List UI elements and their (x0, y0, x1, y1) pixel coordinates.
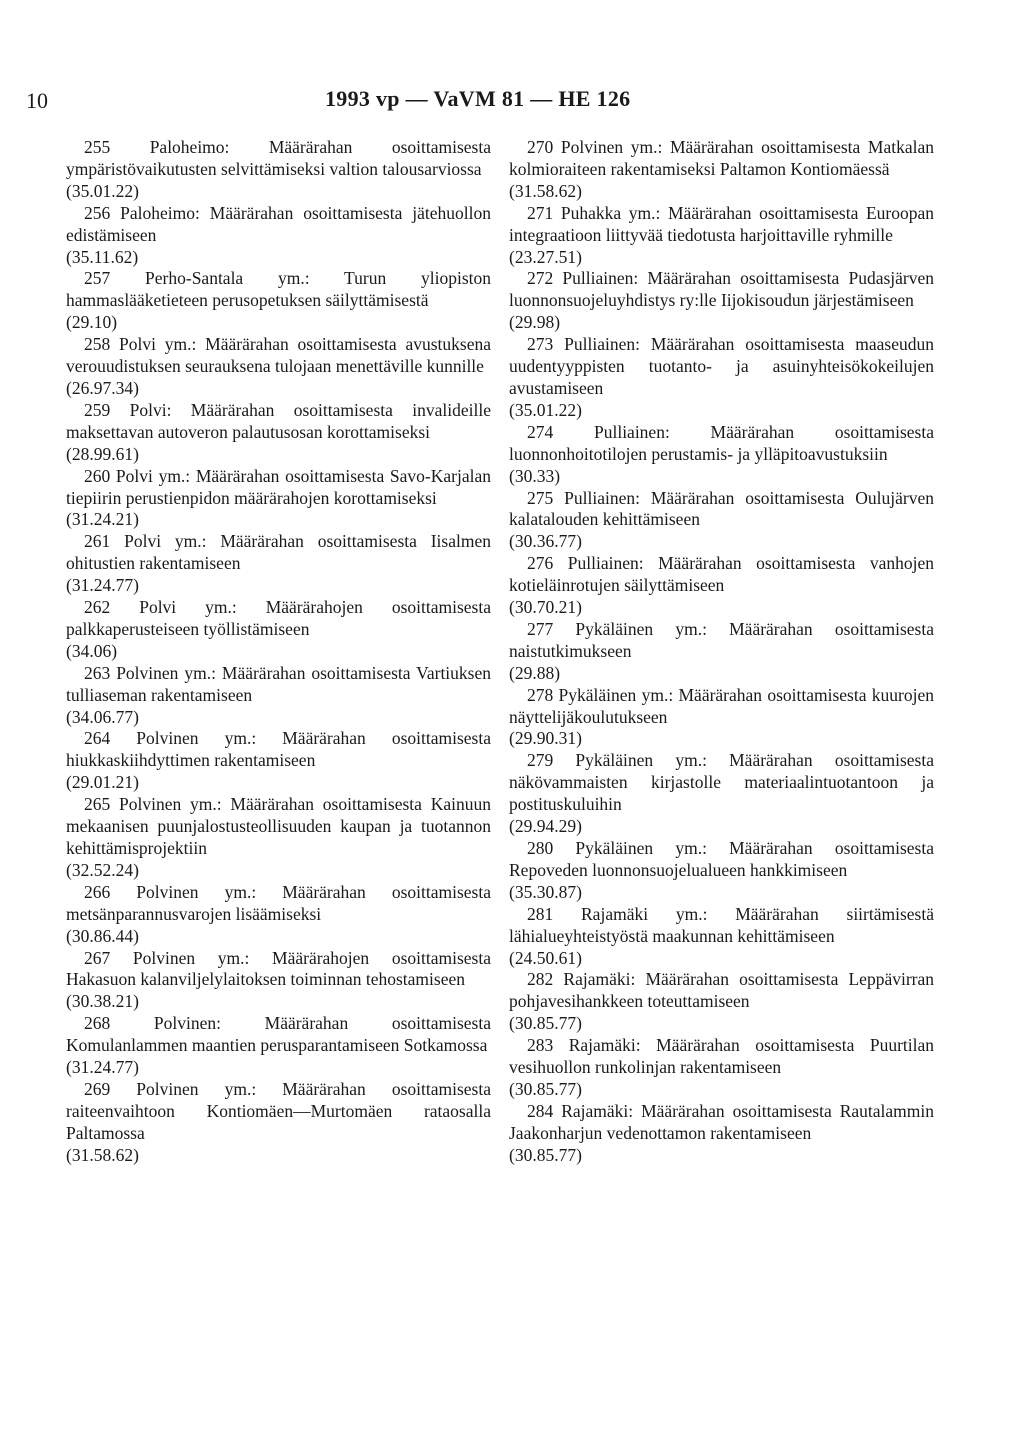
motion-entry (66, 663, 491, 729)
motion-entry (509, 137, 934, 203)
budget-item-code: (23.27.51) (509, 246, 582, 267)
budget-item-code: (26.97.34) (66, 377, 139, 398)
motion-title: 255 Paloheimo: Määrärahan osoittamisesta ympäristövaikutusten selvittämiseksi valtion talousarviossa (66, 137, 491, 179)
motion-entry (509, 838, 934, 904)
motion-title: 282 Rajamäki: Määrärahan osoittamisesta Leppävirran pohjavesihankkeen toteuttamiseen (509, 969, 934, 1012)
budget-item-code: (32.52.24) (66, 859, 139, 880)
motion-entry (509, 488, 934, 554)
budget-item-code: (24.50.61) (509, 947, 582, 968)
motion-entry (509, 1035, 934, 1101)
motion-entry (509, 619, 934, 685)
page-number: 10 (26, 88, 48, 113)
motion-title: 261 Polvi ym.: Määrärahan osoittamisesta Iisalmen ohitustien rakentamiseen (66, 531, 491, 574)
motion-title: 265 Polvinen ym.: Määrärahan osoittamisesta Kainuun mekaanisen puunjalostusteollisuuden kaupan ja tuotannon kehittämisprojektiin (66, 794, 491, 858)
budget-item-code: (34.06.77) (66, 706, 139, 727)
motion-title: 274 Pulliainen: Määrärahan osoittamisesta luonnonhoitotilojen perustamis- ja ylläpitoavustuksiin (509, 421, 934, 464)
motion-title: 283 Rajamäki: Määrärahan osoittamisesta Puurtilan vesihuollon runkolinjan rakentamiseen (509, 1035, 934, 1078)
motion-entry (509, 750, 934, 838)
motion-entry (509, 685, 934, 751)
budget-item-code: (31.58.62) (66, 1144, 139, 1165)
budget-item-code: (28.99.61) (66, 443, 139, 464)
motion-entry (66, 1079, 491, 1167)
motion-entry (66, 268, 491, 334)
motion-title: 272 Pulliainen: Määrärahan osoittamisesta Pudasjärven luonnonsuojeluyhdistys ry:lle Iijokisoudun järjestämiseen (509, 268, 934, 311)
budget-item-code: (31.58.62) (509, 180, 582, 201)
motion-entry (509, 422, 934, 488)
motion-entry (66, 597, 491, 663)
motion-entry (66, 794, 491, 882)
budget-item-code: (29.94.29) (509, 816, 582, 837)
motion-title: 275 Pulliainen: Määrärahan osoittamisesta Oulujärven kalatalouden kehittämiseen (509, 487, 934, 530)
motion-title: 279 Pykäläinen ym.: Määrärahan osoittamisesta näkövammaisten kirjastolle materiaalintuotantoon ja postituskuluihin (509, 750, 934, 815)
motion-entry (66, 948, 491, 1014)
motion-title: 267 Polvinen ym.: Määrärahojen osoittamisesta Hakasuon kalanviljelylaitoksen toiminnan tehostamiseen (66, 947, 491, 990)
motion-title: 280 Pykäläinen ym.: Määrärahan osoittamisesta Repoveden luonnonsuojelualueen hankkimiseen (509, 838, 934, 880)
motion-title: 281 Rajamäki ym.: Määrärahan siirtämisestä lähialueyhteistyöstä maakunnan kehittämiseen (509, 903, 934, 946)
motion-title: 269 Polvinen ym.: Määrärahan osoittamisesta raiteenvaihtoon Kontiomäen—Murtomäen rataosalla Paltamossa (66, 1078, 491, 1143)
motion-entry (66, 203, 491, 269)
budget-item-code: (30.38.21) (66, 991, 139, 1012)
motion-title: 256 Paloheimo: Määrärahan osoittamisesta jätehuollon edistämiseen (66, 202, 491, 245)
motion-title: 284 Rajamäki: Määrärahan osoittamisesta Rautalammin Jaakonharjun vedenottamon rakentamiseen (509, 1100, 934, 1143)
motion-entry (66, 728, 491, 794)
budget-item-code: (31.24.77) (66, 575, 139, 596)
budget-item-code: (35.01.22) (509, 399, 582, 420)
budget-item-code: (29.98) (509, 312, 561, 333)
budget-item-code: (30.85.77) (509, 1013, 582, 1034)
motion-entry (509, 203, 934, 269)
motion-entry (66, 531, 491, 597)
motion-entry (66, 334, 491, 400)
motion-title: 277 Pykäläinen ym.: Määrärahan osoittamisesta naistutkimukseen (509, 618, 934, 661)
motion-entry (509, 334, 934, 422)
motion-title: 270 Polvinen ym.: Määrärahan osoittamisesta Matkalan kolmioraiteen rakentamiseksi Paltamon Kontiomäessä (509, 137, 934, 179)
budget-item-code: (30.70.21) (509, 597, 582, 618)
motion-title: 262 Polvi ym.: Määrärahojen osoittamisesta palkkaperusteiseen työllistämiseen (66, 597, 491, 639)
budget-item-code: (34.06) (66, 640, 118, 661)
motion-entry (66, 400, 491, 466)
budget-item-code: (31.24.21) (66, 509, 139, 530)
motion-entry (66, 137, 491, 203)
motion-entry (509, 969, 934, 1035)
motion-title: 278 Pykäläinen ym.: Määrärahan osoittamisesta kuurojen näyttelijäkoulutukseen (509, 684, 934, 727)
budget-item-code: (29.10) (66, 312, 118, 333)
budget-item-code: (29.90.31) (509, 728, 582, 749)
motion-title: 263 Polvinen ym.: Määrärahan osoittamisesta Vartiuksen tulliaseman rakentamiseen (66, 662, 491, 705)
motion-title: 258 Polvi ym.: Määrärahan osoittamisesta avustuksena verouudistuksen seurauksena tulojaan menettäville kunnille (66, 334, 491, 377)
budget-item-code: (30.36.77) (509, 531, 582, 552)
motion-title: 273 Pulliainen: Määrärahan osoittamisesta maaseudun uudentyyppisten tuotanto- ja asuinyhteisökokeilujen avustamiseen (509, 334, 934, 398)
motion-title: 266 Polvinen ym.: Määrärahan osoittamisesta metsänparannusvarojen lisäämiseksi (66, 881, 491, 924)
motion-entry (66, 1013, 491, 1079)
motion-title: 260 Polvi ym.: Määrärahan osoittamisesta Savo-Karjalan tiepiirin perustienpidon määrärahojen korottamiseksi (66, 465, 491, 508)
right-column (509, 137, 934, 1167)
budget-item-code: (29.88) (509, 662, 561, 683)
budget-item-code: (35.11.62) (66, 246, 139, 267)
motion-entry (509, 1101, 934, 1167)
motion-title: 271 Puhakka ym.: Määrärahan osoittamisesta Euroopan integraatioon liittyvää tiedotusta harjoittaville ryhmille (509, 202, 934, 245)
running-head: 1993 vp — VaVM 81 — HE 126 (325, 86, 631, 111)
budget-item-code: (35.30.87) (509, 881, 582, 902)
motion-title: 276 Pulliainen: Määrärahan osoittamisesta vanhojen kotieläinrotujen säilyttämiseen (509, 553, 934, 596)
budget-item-code: (30.85.77) (509, 1078, 582, 1099)
motion-title: 264 Polvinen ym.: Määrärahan osoittamisesta hiukkaskiihdyttimen rakentamiseen (66, 728, 491, 771)
motion-entry (509, 553, 934, 619)
left-column (66, 137, 491, 1167)
budget-item-code: (31.24.77) (66, 1057, 139, 1078)
budget-item-code: (30.86.44) (66, 925, 139, 946)
budget-item-code: (29.01.21) (66, 772, 139, 793)
motion-entry (66, 466, 491, 532)
budget-item-code: (30.85.77) (509, 1144, 582, 1165)
motion-entry (509, 268, 934, 334)
motion-title: 268 Polvinen: Määrärahan osoittamisesta Komulanlammen maantien perusparantamiseen Sotkamossa (66, 1013, 491, 1056)
motion-entry (66, 882, 491, 948)
budget-item-code: (35.01.22) (66, 180, 139, 201)
budget-item-code: (30.33) (509, 465, 561, 486)
motion-entry (509, 904, 934, 970)
motion-title: 257 Perho-Santala ym.: Turun yliopiston hammaslääketieteen perusopetuksen säilyttämisestä (66, 268, 491, 311)
motion-title: 259 Polvi: Määrärahan osoittamisesta invalideille maksettavan autoveron palautusosan korottamiseksi (66, 399, 491, 442)
